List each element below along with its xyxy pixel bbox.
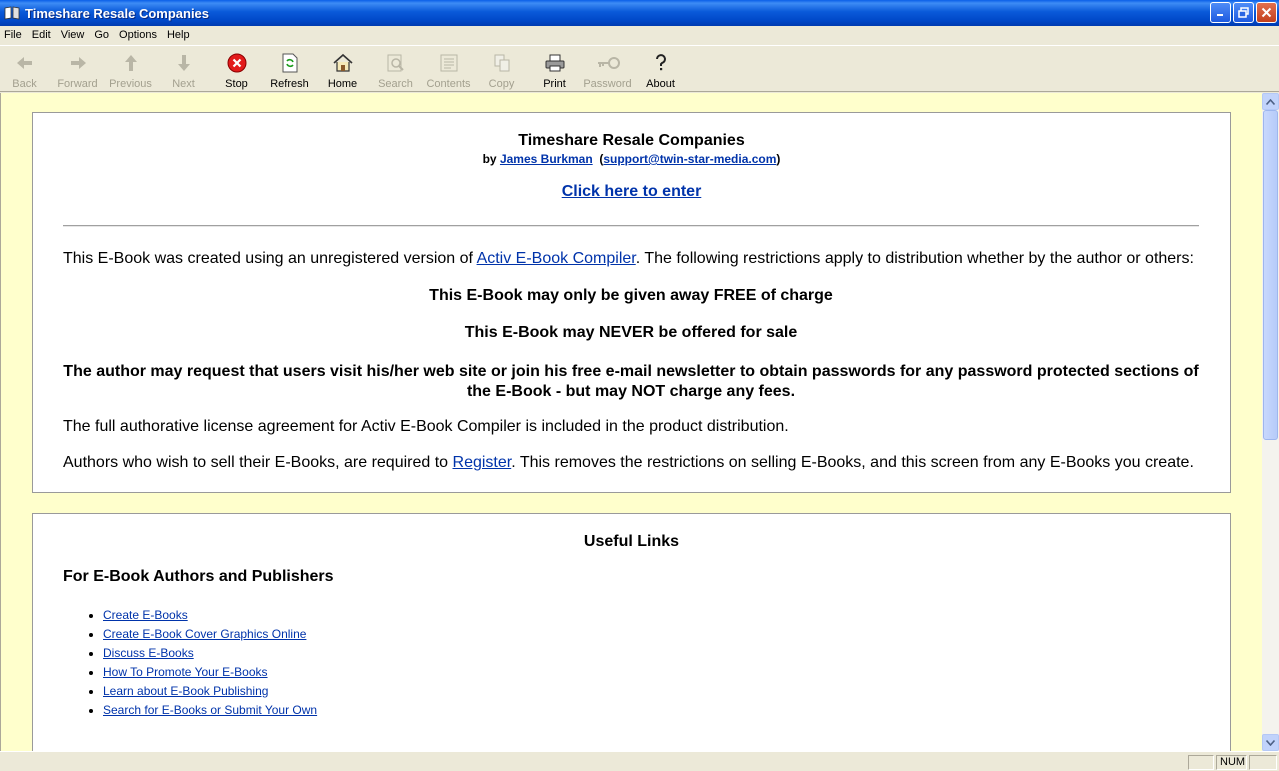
notice-panel (32, 112, 1231, 493)
email-link[interactable]: support@twin-star-media.com (603, 152, 777, 166)
link-discuss-ebooks[interactable]: Discuss E-Books (103, 646, 194, 660)
restore-icon (1238, 7, 1249, 18)
printer-icon (544, 52, 566, 74)
list-item (103, 663, 317, 682)
status-bar (0, 751, 1279, 771)
compiler-link[interactable]: Activ E-Book Compiler (476, 250, 636, 267)
next-button[interactable] (157, 52, 210, 92)
stop-icon (227, 52, 247, 74)
scroll-up-button[interactable] (1262, 93, 1279, 110)
title-bar (0, 0, 1279, 26)
menu-help[interactable]: Help (166, 29, 190, 41)
status-cell-resize (1249, 755, 1277, 770)
intro-text-after: . The following restrictions apply to distribution whether by the author or others: (635, 250, 1194, 267)
link-cover-graphics[interactable]: Create E-Book Cover Graphics Online (103, 627, 307, 641)
previous-button[interactable] (104, 52, 157, 92)
list-item (103, 625, 317, 644)
enter-link[interactable]: Click here to enter (561, 183, 702, 200)
divider (63, 225, 1199, 227)
menu-edit[interactable]: Edit (31, 29, 51, 41)
question-icon (654, 52, 668, 74)
search-icon (386, 52, 406, 74)
vertical-scrollbar[interactable] (1262, 93, 1279, 751)
register-text-after: . This removes the restrictions on selling E-Books, and this screen from any E-Books you create. (511, 454, 1194, 471)
contents-icon (439, 52, 459, 74)
chevron-down-icon (1266, 740, 1275, 746)
arrow-down-icon (175, 52, 193, 74)
copy-label: Copy (488, 78, 515, 90)
forward-label: Forward (57, 78, 98, 90)
ebook-title: Timeshare Resale Companies (518, 132, 745, 149)
status-cell-empty (1188, 755, 1214, 770)
link-promote-ebooks[interactable]: How To Promote Your E-Books (103, 665, 268, 679)
link-learn-publishing[interactable]: Learn about E-Book Publishing (103, 684, 269, 698)
copy-button[interactable] (475, 52, 528, 92)
menu-go[interactable]: Go (94, 29, 110, 41)
restriction-free: This E-Book may only be given away FREE of charge (429, 287, 833, 304)
restriction-no-sale: This E-Book may NEVER be offered for sale (464, 324, 798, 341)
intro-paragraph (63, 250, 1203, 268)
contents-label: Contents (426, 78, 471, 90)
list-item (103, 701, 317, 720)
restriction-passwords: The author may request that users visit his/her web site or join his free e-mail newsletter to obtain passwords for any password protected sections of the E-Book - but may NOT charge any fees. (63, 363, 1199, 400)
print-label: Print (543, 78, 566, 90)
list-item (103, 644, 317, 663)
search-label: Search (378, 78, 413, 90)
menu-file[interactable]: File (4, 29, 22, 41)
menu-options[interactable]: Options (119, 29, 157, 41)
license-paragraph: The full authorative license agreement for Activ E-Book Compiler is included in the product distribution. (63, 418, 789, 435)
back-button[interactable] (0, 52, 51, 92)
useful-links-title: Useful Links (583, 533, 680, 550)
scroll-down-button[interactable] (1262, 734, 1279, 751)
refresh-label: Refresh (270, 78, 309, 90)
previous-label: Previous (109, 78, 152, 90)
about-button[interactable] (634, 52, 687, 92)
status-num: NUM (1216, 755, 1247, 770)
author-link[interactable]: James Burkman (499, 152, 593, 166)
register-paragraph (63, 454, 1203, 472)
chevron-up-icon (1266, 99, 1275, 105)
stop-button[interactable] (210, 52, 263, 92)
key-icon (595, 52, 621, 74)
minimize-button[interactable] (1210, 2, 1231, 23)
content-viewport (0, 93, 1262, 751)
list-item (103, 606, 317, 625)
list-item (103, 682, 317, 701)
home-label: Home (327, 78, 358, 90)
close-button[interactable] (1256, 2, 1277, 23)
menu-view[interactable]: View (60, 29, 85, 41)
byline: by James Burkman (support@twin-star-media.com) (482, 152, 781, 166)
toolbar (0, 45, 1279, 92)
by-prefix: by (482, 152, 497, 166)
refresh-button[interactable] (263, 52, 316, 92)
maximize-button[interactable] (1233, 2, 1254, 23)
register-text-before: Authors who wish to sell their E-Books, are required to (63, 454, 453, 471)
enter-link-wrap (33, 183, 1230, 201)
refresh-icon (281, 52, 299, 74)
menu-bar (0, 26, 1279, 44)
home-button[interactable] (316, 52, 369, 92)
copy-icon (492, 52, 512, 74)
close-icon (1261, 7, 1272, 18)
register-link[interactable]: Register (452, 454, 512, 471)
intro-text-before: This E-Book was created using an unregistered version of (63, 250, 477, 267)
password-button[interactable] (581, 52, 634, 92)
scroll-thumb[interactable] (1263, 110, 1278, 440)
links-list (63, 606, 317, 720)
search-button[interactable] (369, 52, 422, 92)
book-icon (4, 5, 20, 21)
useful-links-panel (32, 513, 1231, 751)
forward-button[interactable] (51, 52, 104, 92)
arrow-right-icon (68, 52, 88, 74)
window-title: Timeshare Resale Companies (25, 5, 210, 21)
next-label: Next (172, 78, 195, 90)
arrow-left-icon (15, 52, 35, 74)
link-search-submit[interactable]: Search for E-Books or Submit Your Own (103, 703, 318, 717)
home-icon (332, 52, 354, 74)
about-label: About (646, 78, 675, 90)
minimize-icon (1215, 7, 1226, 18)
link-create-ebooks[interactable]: Create E-Books (103, 608, 188, 622)
back-label: Back (12, 78, 37, 90)
arrow-up-icon (122, 52, 140, 74)
contents-button[interactable] (422, 52, 475, 92)
password-label: Password (583, 78, 632, 90)
stop-label: Stop (225, 78, 248, 90)
section-heading: For E-Book Authors and Publishers (63, 568, 334, 585)
print-button[interactable] (528, 52, 581, 92)
